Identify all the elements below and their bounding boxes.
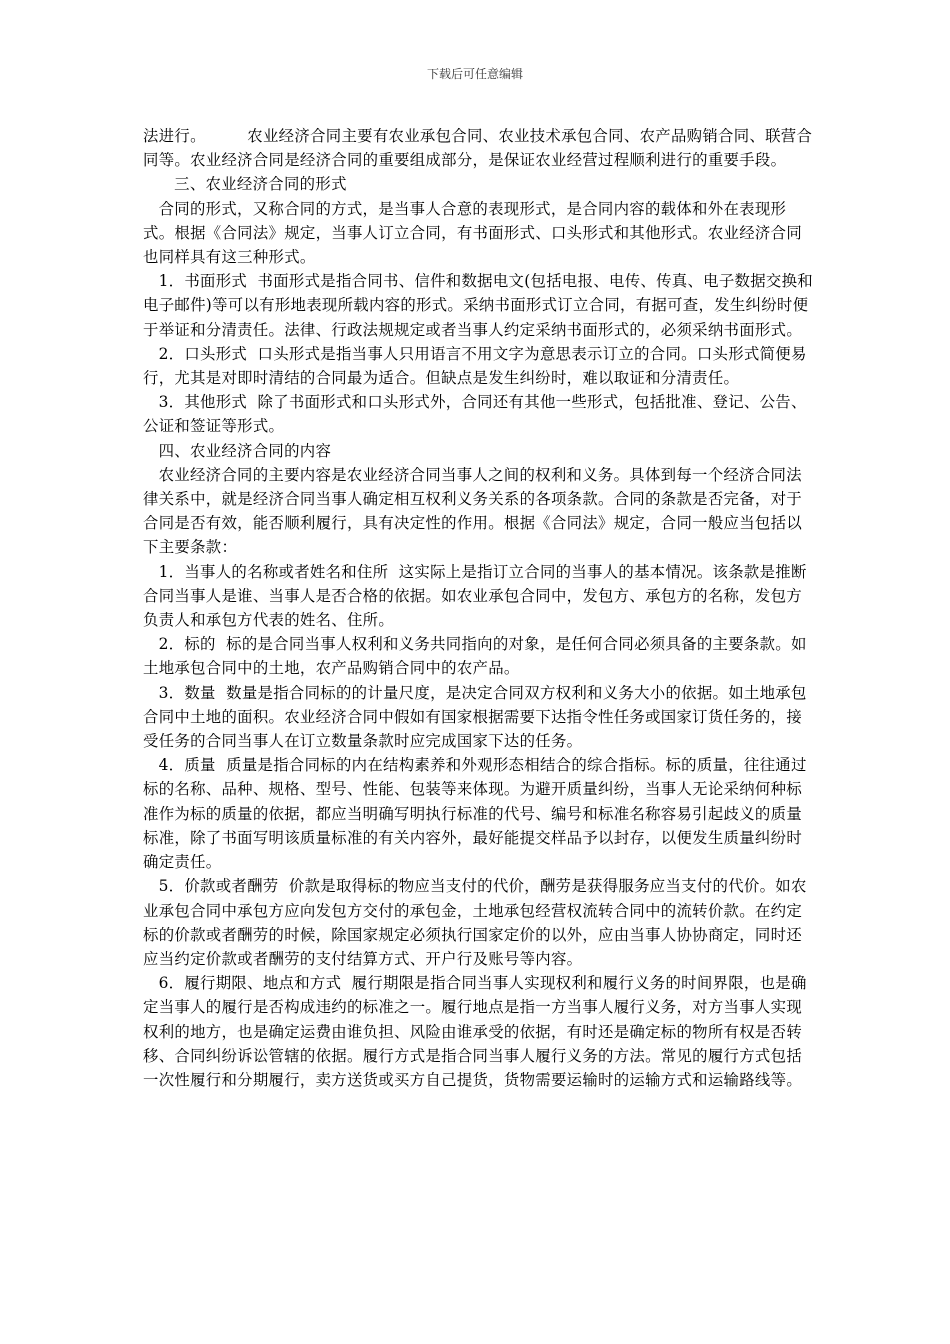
paragraph-clause-price: 5．价款或者酬劳 价款是取得标的物应当支付的代价，酬劳是获得服务应当支付的代价。如农业承包合同中承包方应向发包方交付的承包金，土地承包经营权流转合同中的流转价款。在约定标的价款或者酬劳的时候，除国家规定必须执行国家定价的以外，应由当事人协协商定，同时还应当约定价款或者酬劳的支付结算方式、开户行及账号等内容。 bbox=[143, 877, 807, 968]
page-header: 下载后可任意编辑 bbox=[426, 67, 523, 81]
paragraph-clause-performance: 6．履行期限、地点和方式 履行期限是指合同当事人实现权利和履行义务的时间界限，也是确定当事人的履行是否构成违约的标准之一。履行地点是指一方当事人履行义务，对方当事人实现权利的地方，也是确定运费由谁负担、风险由谁承受的依据，有时还是确定标的物所有权是否转移、合同纠纷诉讼管辖的依据。履行方式是指合同当事人履行义务的方法。常见的履行方式包括一次性履行和分期履行，卖方送货或买方自己提货，货物需要运输时的运输方式和运输路线等。 bbox=[143, 974, 807, 1089]
section-heading-content: 四、农业经济合同的内容 bbox=[143, 441, 332, 460]
section-heading-form: 三、农业经济合同的形式 bbox=[143, 175, 347, 194]
document-body bbox=[143, 124, 813, 1092]
paragraph-clause-quantity: 3．数量 数量是指合同标的的计量尺度，是决定合同双方权利和义务大小的依据。如土地承包合同中土地的面积。农业经济合同中假如有国家根据需要下达指令性任务或国家订货任务的，接受任务的合同当事人在订立数量条款时应完成国家下达的任务。 bbox=[143, 683, 807, 751]
paragraph-clause-quality: 4．质量 质量是指合同标的内在结构素养和外观形态相结合的综合指标。标的质量，往往通过标的名称、品种、规格、型号、性能、包装等来体现。为避开质量纠纷，当事人无论采纳何种标准作为标的质量的依据，都应当明确写明执行标准的代号、编号和标准名称容易引起歧义的质量标准，除了书面写明该质量标准的有关内容外，最好能提交样品予以封存，以便发生质量纠纷时确定责任。 bbox=[143, 756, 807, 872]
paragraph-written-form: 1．书面形式 书面形式是指合同书、信件和数据电文(包括电报、电传、传真、电子数据交换和电子邮件)等可以有形地表现所载内容的形式。采纳书面形式订立合同，有据可查，发生纠纷时便于举证和分清责任。法律、行政法规规定或者当事人约定采纳书面形式的，必须采纳书面形式。 bbox=[143, 272, 813, 339]
paragraph-form-overview: 合同的形式，又称合同的方式，是当事人合意的表现形式，是合同内容的载体和外在表现形式。根据《合同法》规定，当事人订立合同，有书面形式、口头形式和其他形式。农业经济合同也同样具有这三种形式。 bbox=[143, 199, 803, 267]
paragraph-oral-form: 2．口头形式 口头形式是指当事人只用语言不用文字为意思表示订立的合同。口头形式简便易行，尤其是对即时清结的合同最为适合。但缺点是发生纠纷时，难以取证和分清责任。 bbox=[143, 344, 807, 388]
paragraph-clause-subject: 2．标的 标的是合同当事人权利和义务共同指向的对象，是任何合同必须具备的主要条款。如土地承包合同中的土地，农产品购销合同中的农产品。 bbox=[143, 635, 807, 678]
paragraph-clause-parties: 1．当事人的名称或者姓名和住所 这实际上是指订立合同的当事人的基本情况。该条款是推断合同当事人是谁、当事人是否合格的依据。如农业承包合同中，发包方、承包方的名称，发包方负责人和承包方代表的姓名、住所。 bbox=[143, 562, 807, 630]
paragraph-content-overview: 农业经济合同的主要内容是农业经济合同当事人之间的权利和义务。具体到每一个经济合同法律关系中，就是经济合同当事人确定相互权利义务关系的各项条款。合同的条款是否完备，对于合同是否有效，能否顺利履行，具有决定性的作用。根据《合同法》规定，合同一般应当包括以下主要条款： bbox=[143, 465, 803, 557]
paragraph-other-form: 3．其他形式 除了书面形式和口头形式外，合同还有其他一些形式，包括批准、登记、公告、公证和签证等形式。 bbox=[143, 393, 807, 436]
paragraph-intro: 法进行。 农业经济合同主要有农业承包合同、农业技术承包合同、农产品购销合同、联营合同等。农业经济合同是经济合同的重要组成部分，是保证农业经营过程顺利进行的重要手段。 bbox=[143, 127, 813, 170]
